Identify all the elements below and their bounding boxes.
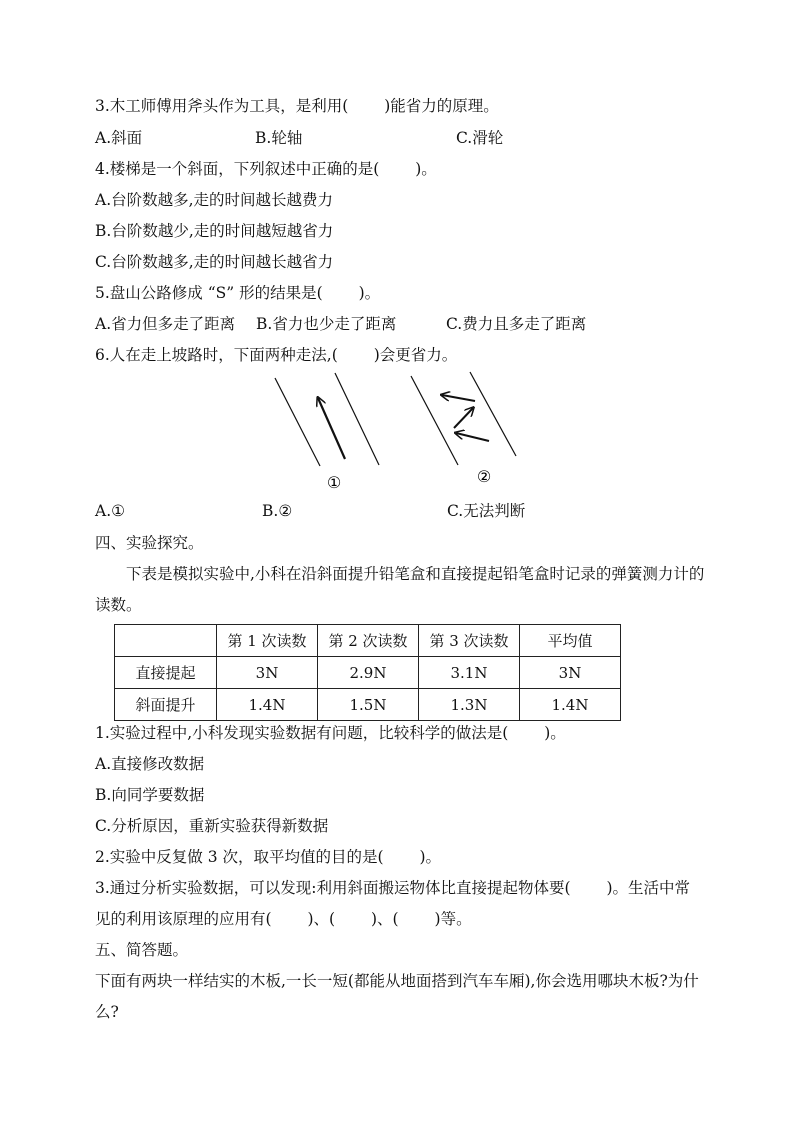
q3-option-a: A.斜面: [95, 129, 143, 147]
table-cell: 3.1N: [419, 657, 520, 689]
table-cell: 2.9N: [318, 657, 419, 689]
s4q1-option-c: C.分析原因，重新实验获得新数据: [95, 817, 329, 835]
table-cell: 1.3N: [419, 689, 520, 721]
zigzag-arrow-1: [456, 433, 489, 441]
section-5-question: 下面有两块一样结实的木板,一长一短(都能从地面搭到汽车车厢),你会选用哪块木板?为什么?: [95, 972, 699, 1021]
q6-option-c: C.无法判断: [447, 502, 526, 520]
table-header-cell: 第 1 次读数: [217, 625, 318, 657]
table-header-cell: 平均值: [520, 625, 621, 657]
slope-walking-figure: [270, 368, 530, 493]
zigzag-arrow-2: [454, 408, 473, 428]
table-cell: 斜面提升: [115, 689, 217, 721]
question-3-stem: 3.木工师傅用斧头作为工具，是利用( )能省力的原理。: [95, 97, 499, 115]
section-4-question-1-stem: 1.实验过程中,小科发现实验数据有问题，比较科学的做法是( )。: [95, 724, 566, 742]
section-4-intro: 下表是模拟实验中,小科在沿斜面提升铅笔盒和直接提起铅笔盒时记录的弹簧测力计的读数。: [95, 565, 705, 614]
table-cell: 1.4N: [520, 689, 621, 721]
question-5-stem: 5.盘山公路修成 “S” 形的结果是( )。: [95, 284, 381, 302]
q5-option-c: C.费力且多走了距离: [446, 315, 587, 333]
path-2-diagram: [411, 372, 516, 486]
table-header-cell: [115, 625, 217, 657]
table-cell: 1.4N: [217, 689, 318, 721]
section-4-heading: 四、实验探究。: [95, 534, 204, 552]
table-cell: 直接提起: [115, 657, 217, 689]
table-cell: 3N: [217, 657, 318, 689]
table-cell: 1.5N: [318, 689, 419, 721]
q5-option-b: B.省力也少走了距离: [256, 315, 397, 333]
table-header-row: [115, 625, 621, 657]
path-1-diagram: [275, 373, 379, 492]
q4-option-b: B.台阶数越少,走的时间越短越省力: [95, 222, 334, 240]
q6-option-a: A.①: [95, 502, 126, 520]
section-4-question-2: 2.实验中反复做 3 次，取平均值的目的是( )。: [95, 848, 442, 866]
question-6-stem: 6.人在走上坡路时，下面两种走法,( )会更省力。: [95, 346, 458, 364]
s4q1-option-b: B.向同学要数据: [95, 786, 205, 804]
slope-edge-left: [275, 378, 320, 466]
zigzag-arrow-3: [442, 395, 475, 401]
slope-edge-right: [470, 372, 516, 456]
q5-option-a: A.省力但多走了距离: [95, 315, 236, 333]
figure-label-1: ①: [326, 473, 342, 492]
q4-option-c: C.台阶数越多,走的时间越长越省力: [95, 253, 334, 271]
q3-option-c: C.滑轮: [456, 129, 504, 147]
q6-option-b: B.②: [262, 502, 293, 520]
q3-option-b: B.轮轴: [255, 129, 303, 147]
section-5-heading: 五、简答题。: [95, 941, 189, 959]
figure-label-2: ②: [476, 467, 492, 486]
q4-option-a: A.台阶数越多,走的时间越长越费力: [95, 191, 334, 209]
table-cell: 3N: [520, 657, 621, 689]
section-4-question-3: 3.通过分析实验数据，可以发现:利用斜面搬运物体比直接提起物体要( )。生活中常见的利用该原理的应用有( )、( )、( )等。: [95, 879, 691, 928]
slope-edge-left: [411, 376, 458, 465]
straight-up-arrow: [318, 398, 345, 459]
s4q1-option-a: A.直接修改数据: [95, 755, 205, 773]
question-4-stem: 4.楼梯是一个斜面，下列叙述中正确的是( )。: [95, 160, 437, 178]
table-row: [115, 657, 621, 689]
table-header-cell: 第 3 次读数: [419, 625, 520, 657]
table-row: [115, 689, 621, 721]
table-header-cell: 第 2 次读数: [318, 625, 419, 657]
spring-scale-readings-table: [114, 624, 621, 721]
